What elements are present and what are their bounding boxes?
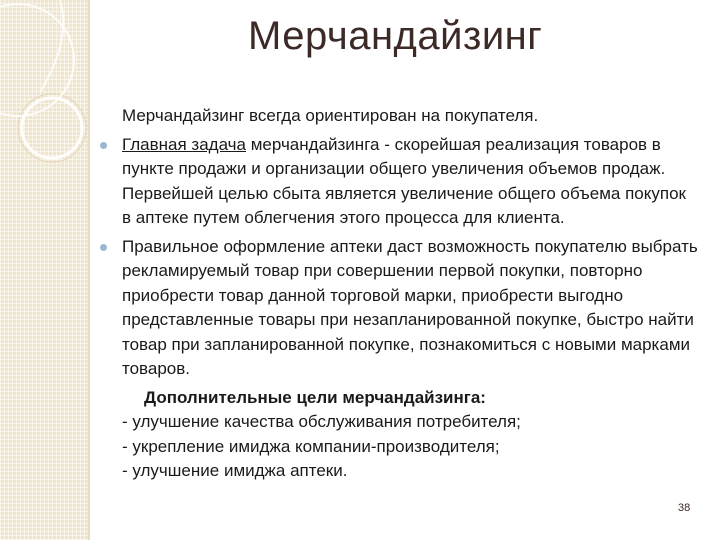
- bullet-main-task: [100, 133, 698, 231]
- intro-text: Мерчандайзинг всегда ориентирован на покупателя.: [122, 106, 539, 125]
- slide-body: [100, 104, 698, 484]
- additional-goals-heading: Дополнительные цели мерчандайзинга:: [144, 387, 486, 407]
- goal-item-manufacturer-image: - укрепление имиджа компании-производителя;: [122, 436, 500, 456]
- bullet-dot-icon: [100, 244, 107, 251]
- slide-title: Мерчандайзинг: [248, 14, 543, 58]
- bullet-pharmacy-design: [100, 235, 698, 382]
- underlined-phrase: Главная задача: [122, 134, 246, 154]
- bullet-pharmacy-design-text: Правильное оформление аптеки даст возможность покупателю выбрать рекламируемый товар при совершении первой покупки, повторно приобрести товар данной торговой марки, приобрести выгодно представленные товары при незапланированной покупке, быстро найти товар при запланированной покупке, познакомиться с новыми марками товаров.: [122, 236, 698, 378]
- goal-item-pharmacy-image: - улучшение имиджа аптеки.: [122, 461, 348, 480]
- bullet-main-task-text: мерчандайзинга - скорейшая реализация товаров в пункте продажи и организации общего увеличения объемов продаж. Первейшей целью сбыта является увеличение общего объема покупок в аптеке путем облегчения этого процесса для клиента.: [122, 134, 686, 227]
- goal-item-service-quality: - улучшение качества обслуживания потребителя;: [122, 412, 521, 431]
- slide-number: 38: [678, 502, 691, 514]
- bullet-dot-icon: [100, 142, 107, 149]
